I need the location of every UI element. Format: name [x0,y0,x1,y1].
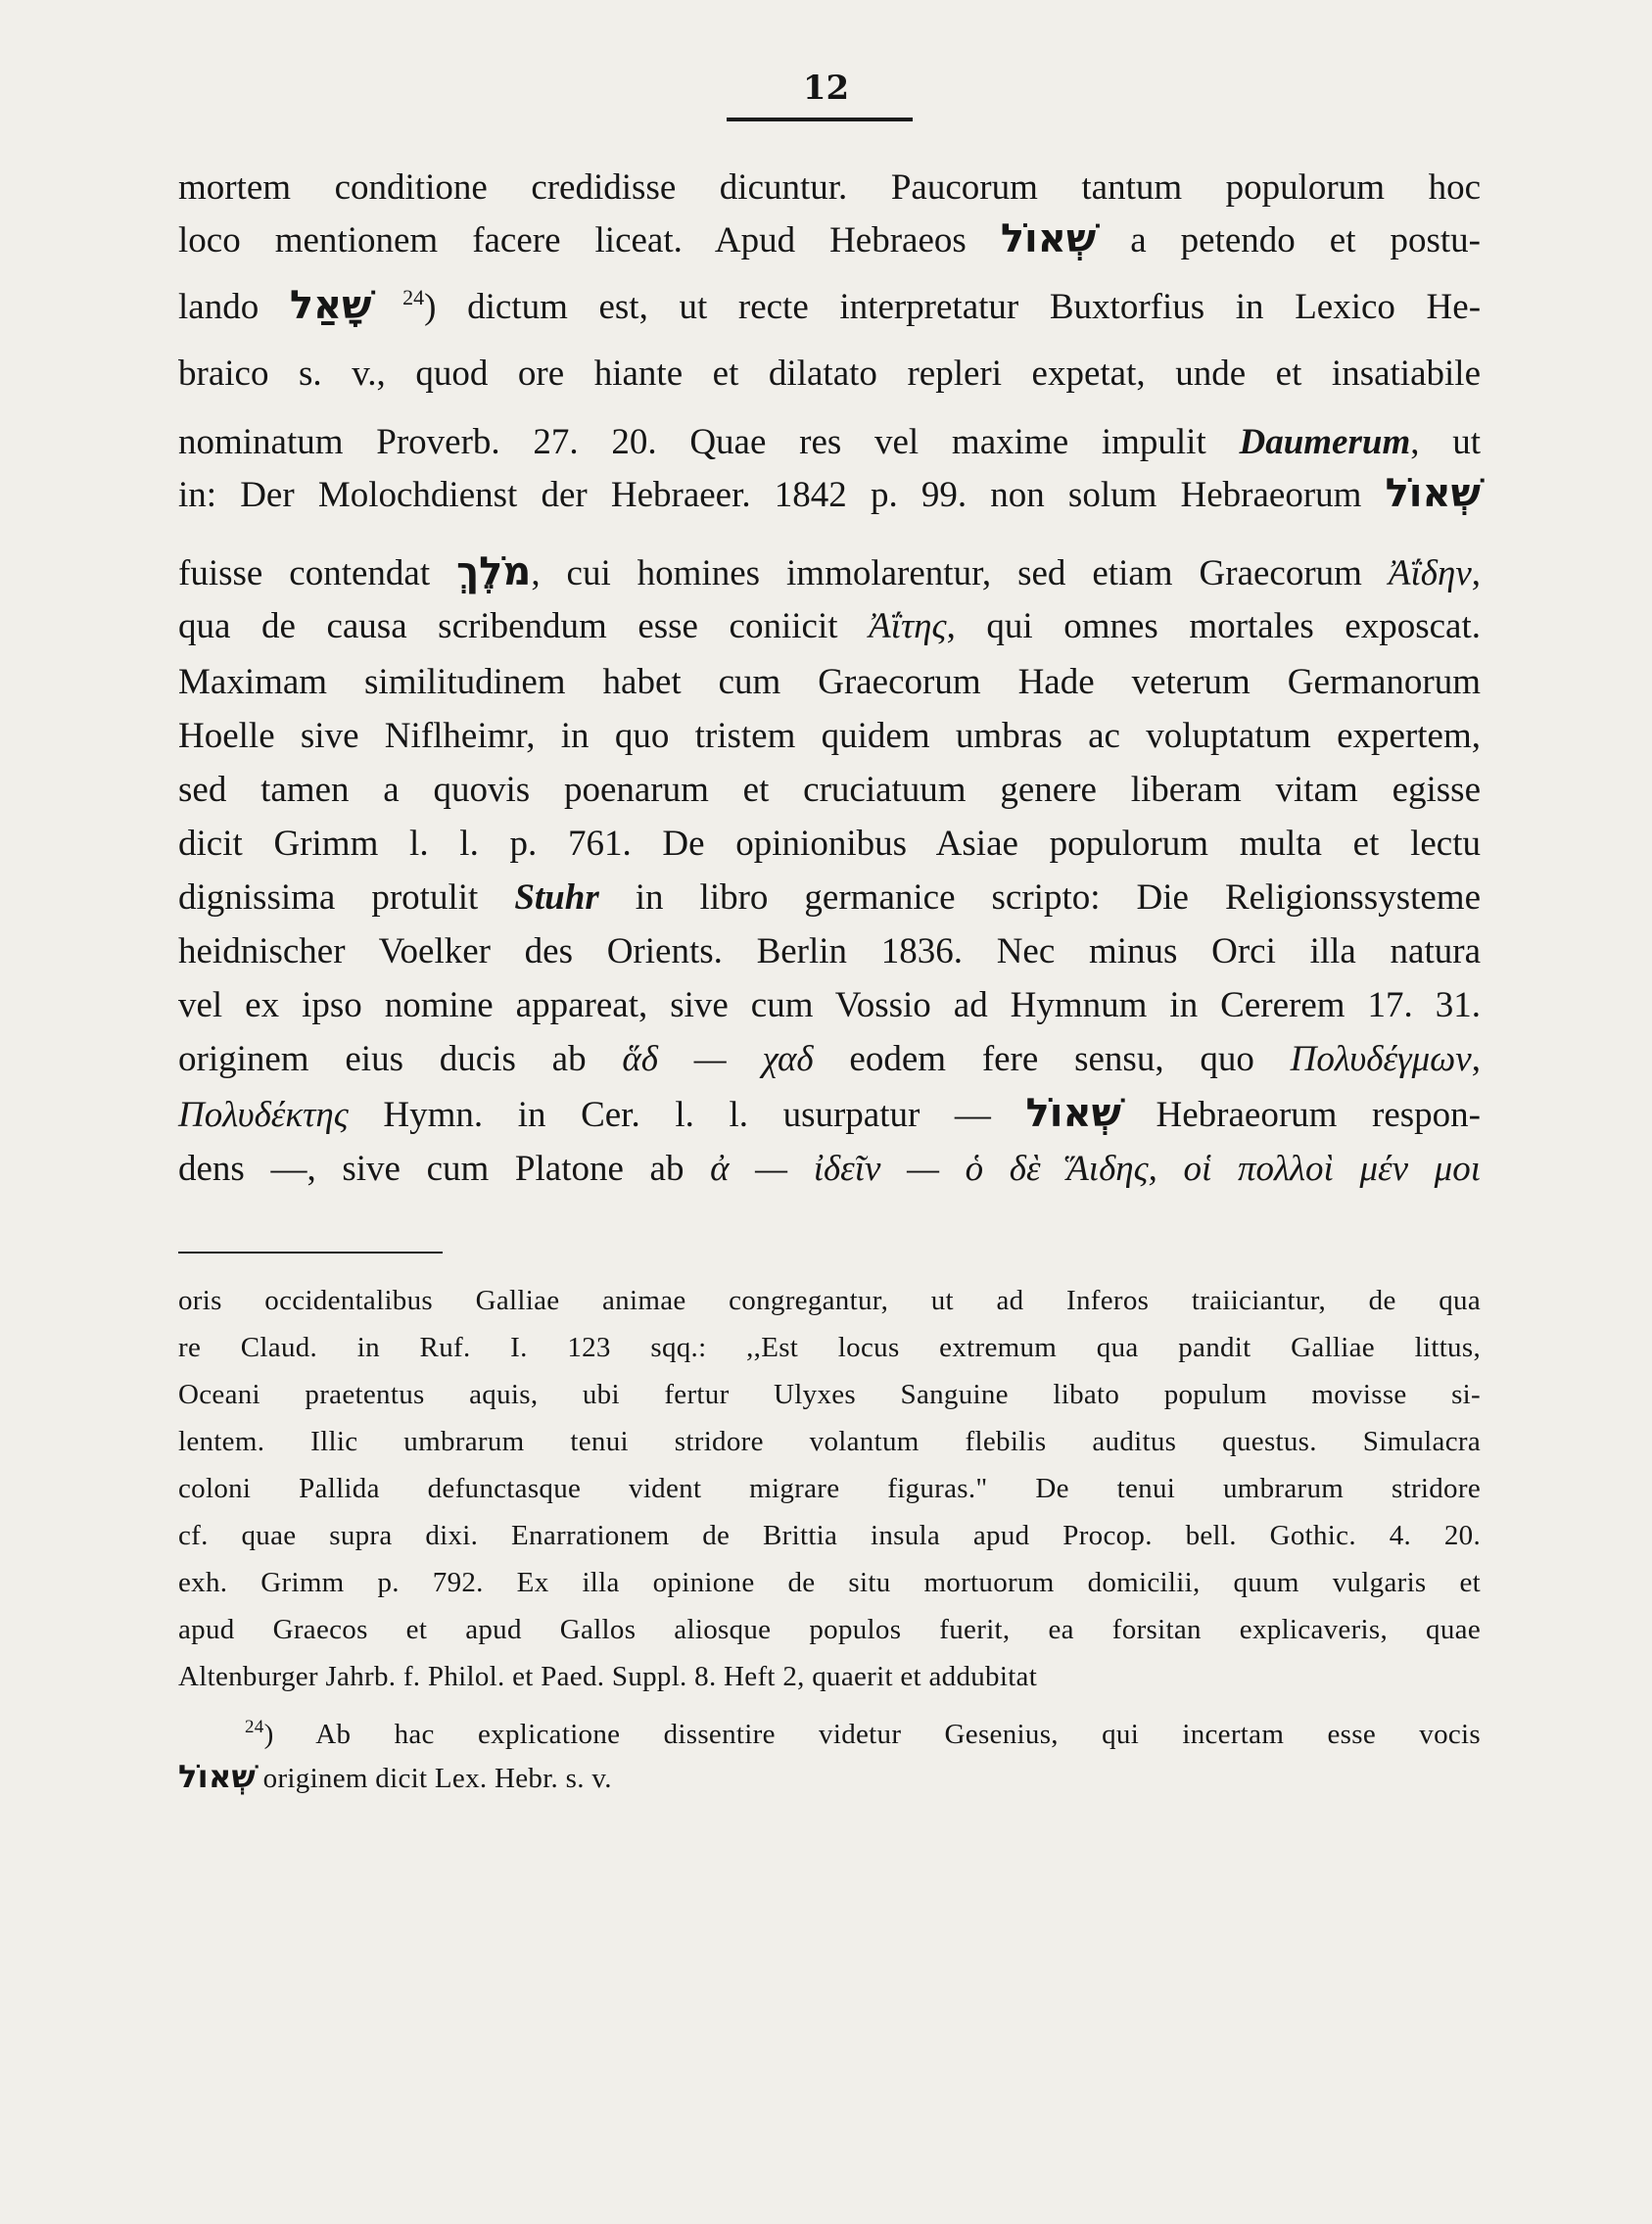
hebrew-word: שְׁאוֹל [1385,471,1481,516]
greek-word: ἅδ — χαδ [622,1039,814,1079]
text-line: dens —, sive cum Platone ab ἀ — ἰδεῖν — ὁ δὲ Ἅιδης, οἱ πολλοὶ μέν μοι [178,1149,1482,1189]
footnote-rule [178,1252,443,1254]
footnote-marker: 24 [402,285,425,309]
hebrew-word: שְׁאוֹל [1000,216,1097,261]
footnote-24: $^{24}$) Ab hac explicatione dissentire videtur Gesenius, qui incertam esse vocis [245,1717,1481,1750]
text-line: vel ex ipso nomine appareat, sive cum Vossio ad Hymnum in Cererem 17. 31. [178,985,1481,1025]
text-line: Hoelle sive Niflheimr, in quo tristem quidem umbras ac voluptatum expertem, [178,716,1481,756]
hebrew-word: שְׁאוֹל [178,1758,257,1795]
text-line: originem eius ducis ab ἅδ — χαδ eodem fere sensu, quo Πολυδέγμων, [178,1039,1481,1079]
greek-word: Πολυδέκτης [178,1095,349,1135]
footnote-line: exh. Grimm p. 792. Ex illa opinione de situ mortuorum domicilii, quum vulgaris et [178,1567,1481,1598]
footnote-line: Oceani praetentus aquis, ubi fertur Ulyxes Sanguine libato populum movisse si- [178,1379,1481,1410]
footnote-line: Altenburger Jahrb. f. Philol. et Paed. Suppl. 8. Heft 2, quaerit et addubitat [178,1661,1038,1692]
hebrew-word: מֹלֶךְ [456,549,532,594]
footnote-line: apud Graecos et apud Gallos aliosque populos fuerit, ea forsitan explicaveris, quae [178,1614,1481,1645]
text-line: Maximam similitudinem habet cum Graecorum Hade veterum Germanorum [178,662,1481,702]
greek-word: Ἀΐτης [869,606,947,646]
text-line: in: Der Molochdienst der Hebraeer. 1842 p. 99. non solum Hebraeorum שְׁאוֹל [178,471,1481,516]
text-line: loco mentionem facere liceat. Apud Hebraeos שְׁאוֹל a petendo et postu- [178,216,1481,261]
hebrew-word: שְׁאוֹל [1025,1091,1121,1136]
page-number: 12 [802,69,850,108]
text-line: sed tamen a quovis poenarum et cruciatuum genere liberam vitam egisse [178,770,1481,810]
text-line: braico s. v., quod ore hiante et dilatato repleri expetat, unde et insatiabile [178,354,1481,394]
greek-word: Ἀΐδην [1388,553,1472,593]
footnote-number: 24 [245,1717,264,1737]
footnote-line: coloni Pallida defunctasque vident migrare figuras." De tenui umbrarum stridore [178,1473,1481,1504]
footnote-line: cf. quae supra dixi. Enarrationem de Brittia insula apud Procop. bell. Gothic. 4. 20. [178,1520,1481,1551]
hebrew-word: שָׁאַל [289,283,372,328]
footnote-line: oris occidentalibus Galliae animae congregantur, ut ad Inferos traiiciantur, de qua [178,1285,1481,1316]
greek-word: Πολυδέγμων [1290,1039,1472,1079]
text-line: Πολυδέκτης Hymn. in Cer. l. l. usurpatur — שְׁאוֹל Hebraeorum respon- [178,1091,1481,1136]
footnote-line: lentem. Illic umbrarum tenui stridore volantum flebilis auditus questus. Simulacra [178,1426,1481,1457]
page-number-rule [727,118,913,121]
text-line: lando שָׁאַל $^{24}$) dictum est, ut recte interpretatur Buxtorfius in Lexico He- [178,283,1482,328]
footnote-24-continued: שְׁאוֹל originem dicit Lex. Hebr. s. v. [178,1758,612,1795]
footnote-line: re Claud. in Ruf. I. 123 sqq.: ,,Est locus extremum qua pandit Galliae littus, [178,1332,1481,1363]
text-line: mortem conditione credidisse dicuntur. Paucorum tantum populorum hoc [178,167,1481,208]
text-line: dignissima protulit Stuhr in libro germanice scripto: Die Religionssysteme [178,877,1481,918]
text-line: nominatum Proverb. 27. 20. Quae res vel maxime impulit Daumerum, ut [178,422,1481,462]
text-line: qua de causa scribendum esse coniicit Ἀΐτης, qui omnes mortales exposcat. [178,606,1481,646]
author-name: Stuhr [514,877,599,918]
greek-phrase: ἀ — ἰδεῖν — ὁ δὲ Ἅιδης, οἱ πολλοὶ μέν μοι [710,1149,1482,1189]
text-line: dicit Grimm l. l. p. 761. De opinionibus Asiae populorum multa et lectu [178,824,1481,864]
author-name: Daumerum [1239,422,1411,462]
text-line: fuisse contendat מֹלֶךְ, cui homines immolarentur, sed etiam Graecorum Ἀΐδην, [178,549,1481,594]
text-line: heidnischer Voelker des Orients. Berlin 1836. Nec minus Orci illa natura [178,931,1481,971]
